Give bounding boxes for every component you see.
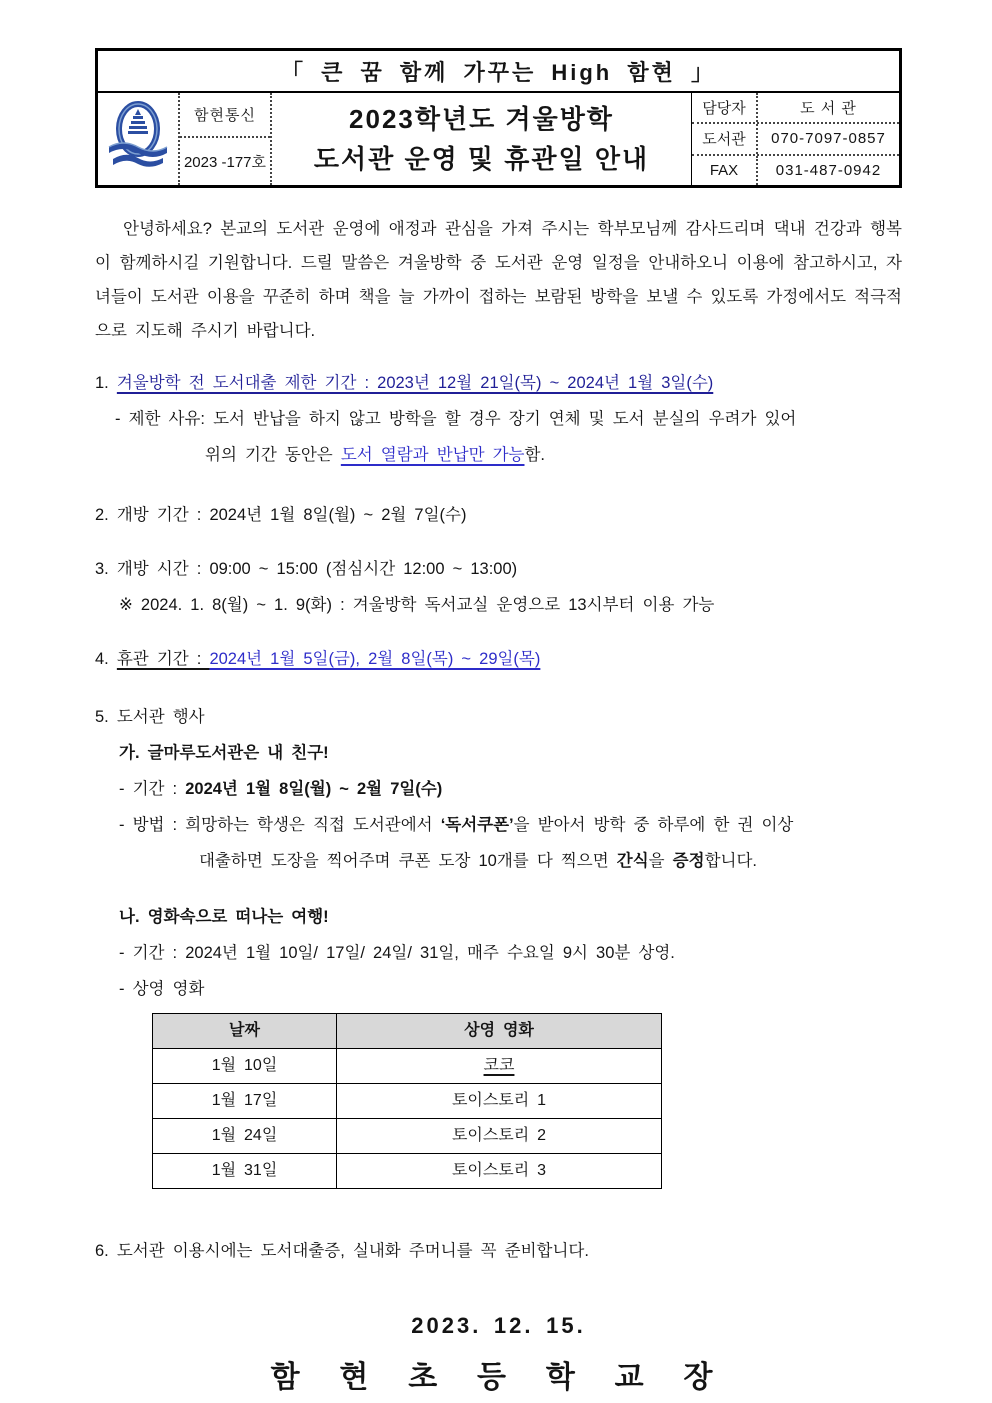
logo-cell — [98, 93, 178, 185]
page-content — [95, 48, 902, 1395]
event-ga-period — [95, 771, 902, 807]
title-line-1: 2023학년도 겨울방학 — [349, 103, 614, 134]
method-pre: - 방법 : 희망하는 학생은 직접 도서관에서 — [119, 815, 441, 834]
section-2-open-period: 2. 개방 기간 : 2024년 1월 8일(월) ~ 2월 7일(수) — [95, 505, 467, 524]
table-header-movie: 상영 영화 — [337, 1013, 662, 1048]
contact-row-fax — [692, 154, 899, 185]
school-slogan: 「 큰 꿈 함께 가꾸는 High 함현 」 — [98, 51, 899, 93]
issue-number: 2023 -177호 — [183, 154, 267, 172]
event-na-title: 나. 영화속으로 떠나는 여행! — [119, 907, 329, 926]
movie-date: 1월 24일 — [153, 1118, 337, 1153]
event-ga-method-line1 — [95, 807, 902, 843]
section-1-heading — [95, 365, 902, 401]
table-header-date: 날짜 — [153, 1013, 337, 1048]
section-4-dates: 2024년 1월 5일(금), 2월 8일(목) ~ 29일(목) — [209, 649, 541, 668]
reason-line2-emphasis: 도서 열람과 반납만 가능 — [340, 445, 525, 464]
method-line2-post: 합니다. — [704, 851, 757, 870]
table-row — [153, 1153, 662, 1188]
method-line2-pre: 대출하면 도장을 찍어주며 쿠폰 도장 10개를 다 찍으면 — [199, 851, 617, 870]
contact-value-fax: 031-487-0942 — [775, 161, 882, 179]
movie-schedule-table — [152, 1013, 662, 1189]
newsletter-cell — [178, 93, 272, 185]
section-1-reason-line2 — [95, 437, 902, 473]
reason-line2-post: 함. — [524, 445, 546, 464]
table-header-row — [153, 1013, 662, 1048]
issued-date: 2023. 12. 15. — [411, 1312, 586, 1338]
event-ga-method-line2 — [95, 843, 902, 879]
event-ga-period-label: - 기간 : — [119, 779, 186, 798]
section-4-number: 4. — [95, 649, 109, 668]
section-4-label: 휴관 기간 : — [116, 649, 210, 668]
title-line-2: 도서관 운영 및 휴관일 안내 — [313, 144, 650, 174]
movie-title-text: 코코 — [483, 1056, 515, 1074]
method-gift: 증정 — [672, 851, 705, 870]
school-logo-icon — [105, 101, 171, 178]
movie-date: 1월 17일 — [153, 1083, 337, 1118]
event-na-movies-label: - 상영 영화 — [119, 979, 205, 998]
reason-line2-pre: 위의 기간 동안은 — [205, 445, 341, 464]
section-1-reason-line1: - 제한 사유: 도서 반납을 하지 않고 방학을 할 경우 장기 연체 및 도서 분실의 우려가 있어 — [115, 409, 797, 428]
principal-signature: 함 현 초 등 학 교 장 — [270, 1360, 727, 1394]
event-na-period: - 기간 : 2024년 1월 10일/ 17일/ 24일/ 31일, 매주 수요일 9시 30분 상영. — [119, 943, 675, 962]
contact-row-manager — [692, 93, 899, 122]
contact-label-fax: FAX — [692, 156, 758, 185]
method-snack: 간식 — [616, 851, 649, 870]
section-4-closed-period — [95, 641, 902, 677]
section-3-note: ※ 2024. 1. 8(월) ~ 1. 9(화) : 겨울방학 독서교실 운영으로 13시부터 이용 가능 — [119, 595, 715, 614]
movie-title: 토이스토리 1 — [337, 1083, 662, 1118]
movie-title: 토이스토리 3 — [337, 1153, 662, 1188]
section-6-notice: 6. 도서관 이용시에는 도서대출증, 실내화 주머니를 꼭 준비합니다. — [95, 1241, 589, 1260]
newsletter-name: 함현통신 — [180, 93, 270, 138]
contact-row-library-phone — [692, 122, 899, 153]
contact-value-library-phone: 070-7097-0857 — [771, 130, 886, 148]
table-row — [153, 1083, 662, 1118]
event-ga-title: 가. 글마루도서관은 내 친구! — [119, 743, 329, 762]
method-line2-mid: 을 — [648, 851, 673, 870]
event-ga-period-value: 2024년 1월 8일(월) ~ 2월 7일(수) — [185, 779, 443, 798]
method-coupon: ‘독서쿠폰’ — [440, 815, 514, 834]
table-row — [153, 1118, 662, 1153]
movie-date: 1월 31일 — [153, 1153, 337, 1188]
table-row — [153, 1048, 662, 1083]
contact-label-manager: 담당자 — [692, 93, 758, 122]
section-5-heading: 5. 도서관 행사 — [95, 707, 205, 726]
greeting-paragraph: 안녕하세요? 본교의 도서관 운영에 애정과 관심을 가져 주시는 학부모님께 감사드리며 댁내 건강과 행복이 함께하시길 기원합니다. 드릴 말씀은 겨울방학 중 도서관 운영 일정을 안내하오니 이용에 참고하시고, 자녀들이 도서관 이용을 꾸준히 하며 책을 늘 가까이 접하는 보람된 방학을 보낼 수 있도록 가정에서도 적극적으로 지도해 주시기 바랍니다. — [95, 220, 902, 340]
header-box — [95, 48, 902, 188]
method-mid: 을 받아서 방학 중 하루에 한 권 이상 — [513, 815, 794, 834]
contact-value-manager: 도 서 관 — [800, 100, 857, 118]
movie-date: 1월 10일 — [153, 1048, 337, 1083]
movie-title: 토이스토리 2 — [337, 1118, 662, 1153]
section-3-open-hours: 3. 개방 시간 : 09:00 ~ 15:00 (점심시간 12:00 ~ 13:00) — [95, 559, 518, 578]
document-body — [95, 212, 902, 1395]
section-1-number: 1. — [95, 373, 109, 392]
header-main-row — [98, 93, 899, 185]
section-1-restriction-period: 겨울방학 전 도서대출 제한 기간 : 2023년 12월 21일(목) ~ 2024년 1월 3일(수) — [116, 373, 714, 392]
movie-title — [337, 1048, 662, 1083]
contact-label-library: 도서관 — [692, 124, 758, 153]
contact-table — [691, 93, 899, 185]
document-title — [272, 93, 691, 185]
